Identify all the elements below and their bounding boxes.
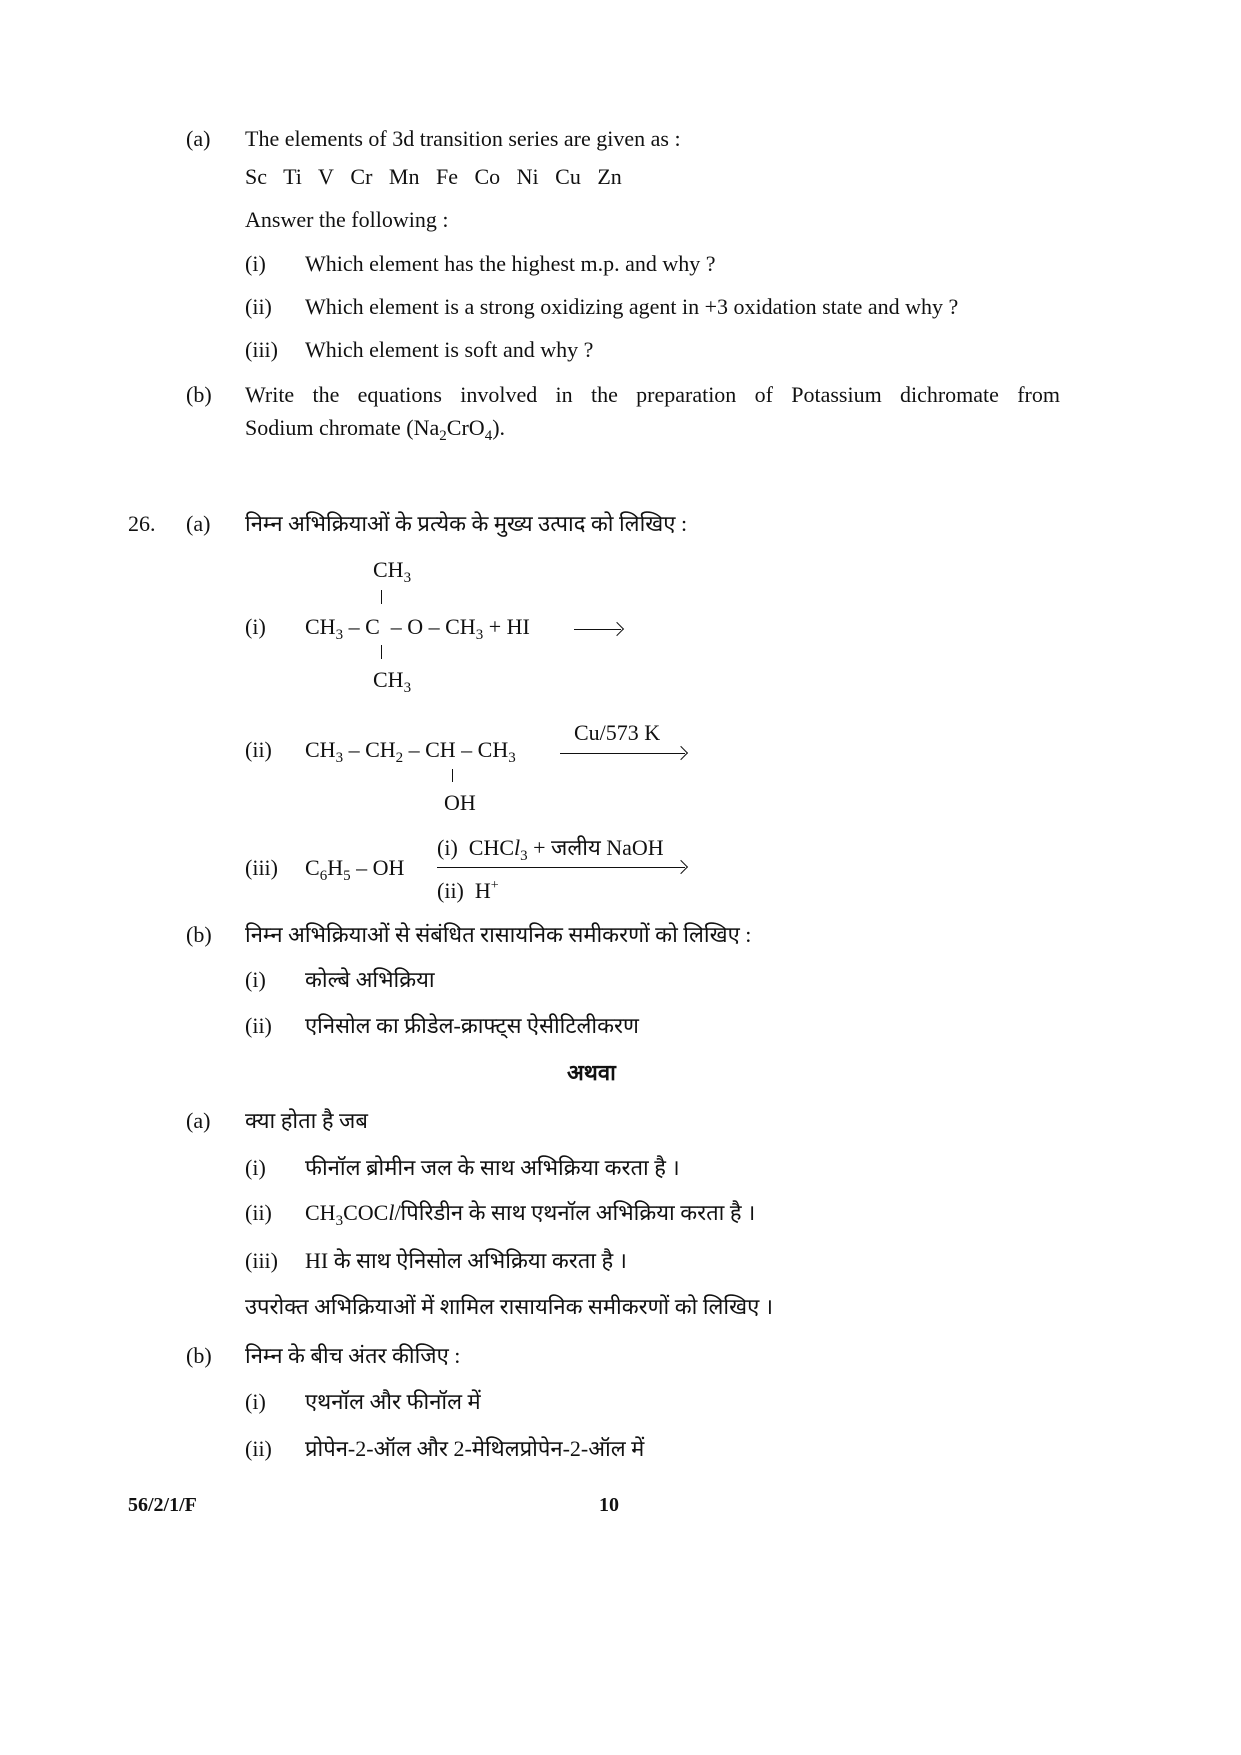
formula-text: (ii) H — [437, 878, 491, 903]
q25-b-line2 — [245, 417, 505, 444]
formula-text: H — [327, 855, 344, 880]
r1-bottom-methyl — [373, 669, 411, 696]
element-symbol: Fe — [435, 164, 458, 189]
q26-b-label: (b) — [186, 922, 212, 947]
element-symbol: Co — [474, 164, 501, 189]
alt-b-sub-text: एथनॉल और फीनॉल में — [305, 1389, 481, 1414]
element-symbol: Ti — [283, 164, 302, 189]
r3-label: (iii) — [245, 855, 278, 880]
formula-text: + HI — [483, 614, 530, 639]
element-symbol: Mn — [388, 164, 420, 189]
r3-reactant — [305, 857, 404, 884]
alt-a-sub-text: फीनॉल ब्रोमीन जल के साथ अभिक्रिया करता है । — [305, 1155, 680, 1180]
q25-sub-text: Which element is soft and why ? — [305, 337, 594, 362]
r2-hydroxyl: OH — [444, 790, 476, 815]
formula-text: – CH — [343, 737, 396, 762]
subscript: 3 — [335, 750, 344, 766]
q26-b-sub-text: एनिसोल का फ्रीडेल-क्राफ्ट्स ऐसीटिलीकरण — [305, 1013, 639, 1038]
subscript: 3 — [403, 680, 412, 696]
q25-sub-label: (i) — [245, 251, 266, 276]
formula-text: l — [388, 1200, 395, 1225]
paper-code: 56/2/1/F — [128, 1494, 197, 1516]
element-symbol: Cr — [350, 164, 373, 189]
subscript: 3 — [335, 1213, 344, 1229]
q26-number: 26. — [128, 511, 156, 536]
formula-text: CH — [305, 737, 336, 762]
q25-a-label: (a) — [186, 126, 211, 151]
formula-text: CH — [305, 614, 336, 639]
element-symbol: V — [318, 164, 334, 189]
r1-label: (i) — [245, 614, 266, 639]
formula-text: C — [305, 855, 320, 880]
formula-text: l — [514, 835, 521, 860]
answer-following: Answer the following : — [245, 207, 449, 232]
subscript: 3 — [520, 848, 528, 864]
page-number: 10 — [599, 1494, 619, 1516]
formula-text: /पिरिडीन के साथ एथनॉल अभिक्रिया करता है । — [394, 1200, 756, 1225]
reaction-arrow — [437, 867, 685, 868]
formula-text: + जलीय NaOH — [527, 835, 664, 860]
formula-text: CrO — [446, 415, 485, 440]
alt-a-text: क्या होता है जब — [245, 1108, 368, 1133]
subscript: 3 — [475, 627, 484, 643]
r1-main-chain — [305, 616, 530, 643]
alt-a-sub-label: (iii) — [245, 1248, 278, 1273]
alt-a-sub-label: (ii) — [245, 1200, 272, 1225]
q25-sub-text: Which element has the highest m.p. and why ? — [305, 251, 716, 276]
q25-sub-label: (iii) — [245, 337, 278, 362]
bond-line — [381, 645, 382, 659]
alt-a-sub-text — [305, 1202, 755, 1229]
formula-text: CH — [373, 557, 404, 582]
subscript: 5 — [343, 868, 351, 884]
element-symbol: Zn — [597, 164, 622, 189]
element-list — [245, 166, 622, 188]
r2-label: (ii) — [245, 737, 272, 762]
formula-text: COC — [343, 1200, 389, 1225]
formula-text: Sodium chromate (Na — [245, 415, 440, 440]
alt-a-summary: उपरोक्त अभिक्रियाओं में शामिल रासायनिक समीकरणों को लिखिए । — [245, 1294, 774, 1319]
q25-b-line1: Write the equations involved in the preparation of Potassium dichromate from — [245, 382, 1060, 407]
alt-a-sub-label: (i) — [245, 1155, 266, 1180]
q26-a-label: (a) — [186, 511, 211, 536]
reaction-arrow — [574, 629, 621, 630]
element-symbol: Sc — [245, 164, 267, 189]
q26-a-text: निम्न अभिक्रियाओं के प्रत्येक के मुख्य उत्पाद को लिखिए : — [245, 511, 688, 536]
q25-b-label: (b) — [186, 382, 212, 407]
r2-main-chain — [305, 739, 516, 766]
q26-b-sub-label: (ii) — [245, 1013, 272, 1038]
r3-condition-top — [437, 837, 664, 864]
formula-text: ). — [492, 415, 506, 440]
q25-sub-text: Which element is a strong oxidizing agent in +3 oxidation state and why ? — [305, 294, 959, 319]
bond-line — [452, 769, 453, 782]
formula-text: – CH – CH — [403, 737, 509, 762]
formula-text: – OH — [350, 855, 405, 880]
alt-b-sub-label: (i) — [245, 1389, 266, 1414]
bond-line — [381, 590, 382, 604]
q26-b-text: निम्न अभिक्रियाओं से संबंधित रासायनिक समीकरणों को लिखिए : — [245, 922, 752, 947]
alt-b-label: (b) — [186, 1343, 212, 1368]
formula-text: (i) CHC — [437, 835, 514, 860]
subscript: 4 — [484, 428, 493, 444]
q26-b-sub-text: कोल्बे अभिक्रिया — [305, 967, 435, 992]
alt-b-sub-text: प्रोपेन-2-ऑल और 2-मेथिलप्रोपेन-2-ऑल में — [305, 1436, 645, 1461]
element-symbol: Ni — [516, 164, 539, 189]
superscript: + — [490, 878, 499, 893]
subscript: 2 — [439, 428, 447, 444]
reaction-arrow — [560, 753, 685, 754]
element-symbol: Cu — [555, 164, 581, 189]
alt-a-label: (a) — [186, 1108, 211, 1133]
formula-text: CH — [305, 1200, 336, 1225]
or-separator: अथवा — [567, 1060, 616, 1085]
r3-condition-bottom — [437, 879, 499, 902]
r1-top-methyl — [373, 559, 411, 586]
alt-b-text: निम्न के बीच अंतर कीजिए : — [245, 1343, 461, 1368]
alt-a-sub-text: HI के साथ ऐनिसोल अभिक्रिया करता है । — [305, 1248, 627, 1273]
formula-text: CH — [373, 667, 404, 692]
subscript: 2 — [395, 750, 404, 766]
subscript: 3 — [508, 750, 516, 766]
formula-text: – C – O – CH — [343, 614, 476, 639]
subscript: 3 — [335, 627, 344, 643]
alt-b-sub-label: (ii) — [245, 1436, 272, 1461]
r2-condition: Cu/573 K — [574, 720, 661, 745]
q25-a-text: The elements of 3d transition series are given as : — [245, 126, 681, 151]
q25-sub-label: (ii) — [245, 294, 272, 319]
subscript: 6 — [319, 868, 328, 884]
q26-b-sub-label: (i) — [245, 967, 266, 992]
subscript: 3 — [403, 570, 412, 586]
